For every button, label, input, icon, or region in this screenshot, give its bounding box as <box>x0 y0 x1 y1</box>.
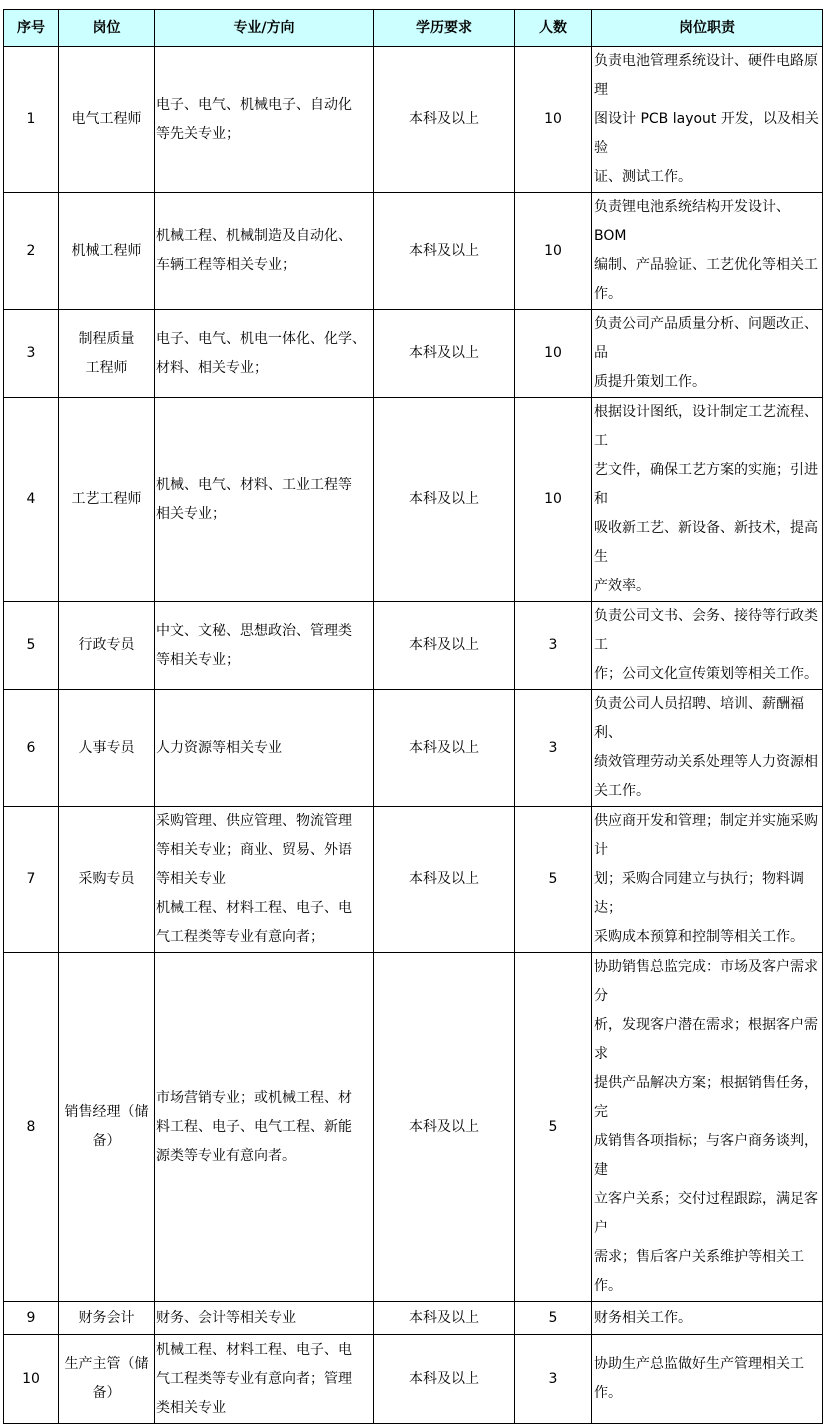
row-duty: 负责公司人员招聘、培训、薪酬福利、 绩效管理劳动关系处理等人力资源相 关工作。 <box>592 690 823 807</box>
row-duty: 负责锂电池系统结构开发设计、BOM 编制、产品验证、工艺优化等相关工作。 <box>592 193 823 310</box>
row-major: 机械、电气、材料、工业工程等 相关专业； <box>155 398 374 602</box>
row-duty: 供应商开发和管理；制定并实施采购计 划；采购合同建立与执行；物料调达； 采购成本预算和控制等相关工作。 <box>592 807 823 953</box>
table-row <box>4 1335 823 1424</box>
row-no: 4 <box>4 398 59 602</box>
row-position: 生产主管（储 备） <box>59 1335 155 1424</box>
row-count: 10 <box>515 193 592 310</box>
row-count: 10 <box>515 310 592 398</box>
row-position: 工艺工程师 <box>59 398 155 602</box>
header-duty: 岗位职责 <box>592 10 823 47</box>
header-row <box>4 10 823 47</box>
table-row <box>4 602 823 690</box>
row-education: 本科及以上 <box>374 807 515 953</box>
row-education: 本科及以上 <box>374 690 515 807</box>
row-no: 8 <box>4 953 59 1302</box>
row-education: 本科及以上 <box>374 953 515 1302</box>
row-no: 1 <box>4 47 59 193</box>
row-no: 10 <box>4 1335 59 1424</box>
table-row <box>4 310 823 398</box>
row-position: 采购专员 <box>59 807 155 953</box>
row-duty: 协助销售总监完成：市场及客户需求分 析，发现客户潜在需求；根据客户需求 提供产品解决方案；根据销售任务，完 成销售各项指标；与客户商务谈判，建 立客户关系；交付过程跟踪，满足客户 需求；售后客户关系维护等相关工作。 <box>592 953 823 1302</box>
row-duty: 根据设计图纸，设计制定工艺流程、工 艺文件，确保工艺方案的实施；引进和 吸收新工艺、新设备、新技术，提高生 产效率。 <box>592 398 823 602</box>
row-duty: 负责公司文书、会务、接待等行政类工 作；公司文化宣传策划等相关工作。 <box>592 602 823 690</box>
row-no: 9 <box>4 1302 59 1335</box>
row-duty: 负责电池管理系统设计、硬件电路原理 图设计 PCB layout 开发，以及相关验 证、测试工作。 <box>592 47 823 193</box>
row-duty: 负责公司产品质量分析、问题改正、品 质提升策划工作。 <box>592 310 823 398</box>
row-major: 采购管理、供应管理、物流管理 等相关专业；商业、贸易、外语 等相关专业 机械工程、材料工程、电子、电 气工程类等专业有意向者； <box>155 807 374 953</box>
header-count: 人数 <box>515 10 592 47</box>
row-position: 人事专员 <box>59 690 155 807</box>
row-education: 本科及以上 <box>374 193 515 310</box>
row-position: 行政专员 <box>59 602 155 690</box>
header-no: 序号 <box>4 10 59 47</box>
row-education: 本科及以上 <box>374 1335 515 1424</box>
row-major: 市场营销专业；或机械工程、材 料工程、电子、电气工程、新能 源类等专业有意向者。 <box>155 953 374 1302</box>
row-count: 10 <box>515 47 592 193</box>
row-count: 10 <box>515 398 592 602</box>
row-major: 机械工程、材料工程、电子、电 气工程类等专业有意向者；管理 类相关专业 <box>155 1335 374 1424</box>
row-count: 5 <box>515 1302 592 1335</box>
row-count: 5 <box>515 953 592 1302</box>
row-count: 3 <box>515 1335 592 1424</box>
table-row <box>4 1302 823 1335</box>
header-education: 学历要求 <box>374 10 515 47</box>
row-no: 5 <box>4 602 59 690</box>
row-duty: 财务相关工作。 <box>592 1302 823 1335</box>
table-row <box>4 398 823 602</box>
row-duty: 协助生产总监做好生产管理相关工作。 <box>592 1335 823 1424</box>
row-major: 机械工程、机械制造及自动化、 车辆工程等相关专业； <box>155 193 374 310</box>
row-major: 人力资源等相关专业 <box>155 690 374 807</box>
header-position: 岗位 <box>59 10 155 47</box>
table-row <box>4 47 823 193</box>
row-no: 7 <box>4 807 59 953</box>
row-no: 6 <box>4 690 59 807</box>
row-education: 本科及以上 <box>374 47 515 193</box>
row-position: 制程质量 工程师 <box>59 310 155 398</box>
row-count: 3 <box>515 602 592 690</box>
row-education: 本科及以上 <box>374 398 515 602</box>
row-count: 3 <box>515 690 592 807</box>
row-no: 3 <box>4 310 59 398</box>
row-education: 本科及以上 <box>374 1302 515 1335</box>
row-education: 本科及以上 <box>374 310 515 398</box>
table-row <box>4 193 823 310</box>
row-major: 电子、电气、机电一体化、化学、 材料、相关专业； <box>155 310 374 398</box>
row-education: 本科及以上 <box>374 602 515 690</box>
row-position: 电气工程师 <box>59 47 155 193</box>
row-position: 销售经理（储 备） <box>59 953 155 1302</box>
header-major: 专业/方向 <box>155 10 374 47</box>
row-position: 财务会计 <box>59 1302 155 1335</box>
row-major: 财务、会计等相关专业 <box>155 1302 374 1335</box>
row-count: 5 <box>515 807 592 953</box>
row-major: 电子、电气、机械电子、自动化 等先关专业； <box>155 47 374 193</box>
row-no: 2 <box>4 193 59 310</box>
table-row <box>4 807 823 953</box>
table-row <box>4 690 823 807</box>
table-row <box>4 953 823 1302</box>
row-position: 机械工程师 <box>59 193 155 310</box>
recruitment-table <box>3 9 823 1424</box>
row-major: 中文、文秘、思想政治、管理类 等相关专业； <box>155 602 374 690</box>
